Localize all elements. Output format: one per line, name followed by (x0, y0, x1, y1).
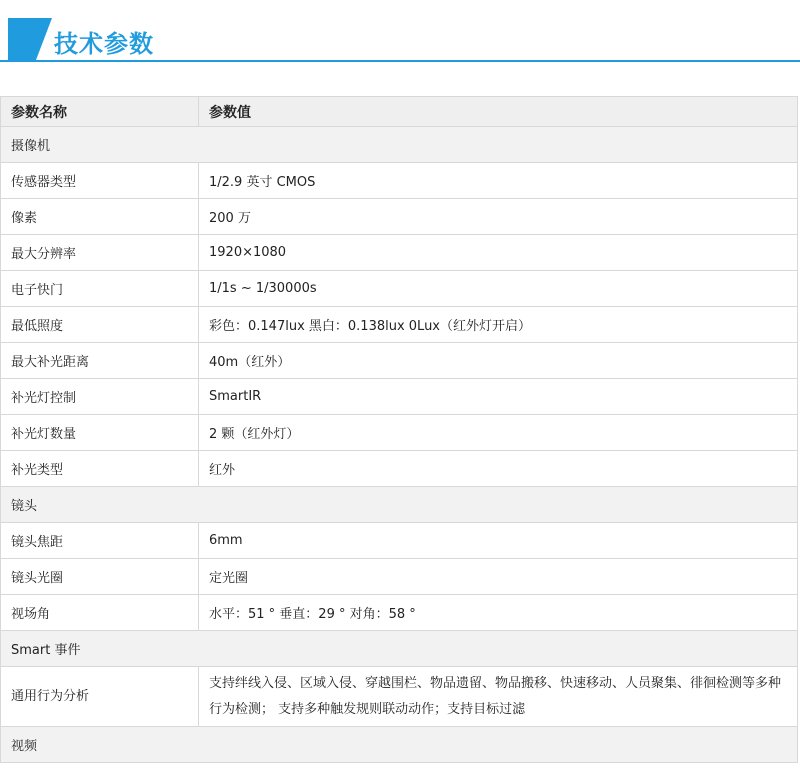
table-row (1, 163, 798, 199)
param-name: 最大分辨率 (1, 235, 199, 271)
param-name: 镜头焦距 (1, 523, 199, 559)
section-label: 摄像机 (1, 127, 798, 163)
section-label: Smart 事件 (1, 631, 798, 667)
param-value: 1920×1080 (199, 235, 798, 271)
table-row (1, 235, 798, 271)
table-row (1, 271, 798, 307)
param-value: 支持绊线入侵、区域入侵、穿越围栏、物品遗留、物品搬移、快速移动、人员聚集、徘徊检测等多种行为检测； 支持多种触发规则联动动作；支持目标过滤 (199, 667, 798, 727)
param-name: 最低照度 (1, 307, 199, 343)
section-row (1, 631, 798, 667)
spec-table-body (1, 97, 798, 763)
header-param-value: 参数值 (199, 97, 798, 127)
param-value: 定光圈 (199, 559, 798, 595)
table-row (1, 379, 798, 415)
param-name: 补光灯控制 (1, 379, 199, 415)
section-row (1, 727, 798, 763)
param-name: 补光灯数量 (1, 415, 199, 451)
section-label: 镜头 (1, 487, 798, 523)
param-value: 红外 (199, 451, 798, 487)
param-value: 40m（红外） (199, 343, 798, 379)
param-value: 水平：51 ° 垂直：29 ° 对角：58 ° (199, 595, 798, 631)
table-row (1, 451, 798, 487)
section-header (0, 0, 800, 62)
param-name: 视场角 (1, 595, 199, 631)
table-header-row (1, 97, 798, 127)
table-row (1, 343, 798, 379)
table-row (1, 667, 798, 727)
param-name: 通用行为分析 (1, 667, 199, 727)
param-name: 镜头光圈 (1, 559, 199, 595)
table-row (1, 559, 798, 595)
table-row (1, 523, 798, 559)
table-row (1, 199, 798, 235)
section-row (1, 487, 798, 523)
param-value: 2 颗（红外灯） (199, 415, 798, 451)
table-row (1, 307, 798, 343)
table-row (1, 415, 798, 451)
param-value: SmartIR (199, 379, 798, 415)
param-name: 最大补光距离 (1, 343, 199, 379)
param-name: 传感器类型 (1, 163, 199, 199)
section-label: 视频 (1, 727, 798, 763)
param-name: 电子快门 (1, 271, 199, 307)
spec-table (0, 96, 798, 763)
section-row (1, 127, 798, 163)
param-value: 200 万 (199, 199, 798, 235)
param-value: 彩色：0.147lux 黑白：0.138lux 0Lux（红外灯开启） (199, 307, 798, 343)
param-value: 1/2.9 英寸 CMOS (199, 163, 798, 199)
header-accent-bar (8, 18, 36, 60)
header-param-name: 参数名称 (1, 97, 199, 127)
param-value: 6mm (199, 523, 798, 559)
section-title: 技术参数 (54, 30, 154, 58)
param-value: 1/1s ~ 1/30000s (199, 271, 798, 307)
table-row (1, 595, 798, 631)
param-name: 像素 (1, 199, 199, 235)
param-name: 补光类型 (1, 451, 199, 487)
